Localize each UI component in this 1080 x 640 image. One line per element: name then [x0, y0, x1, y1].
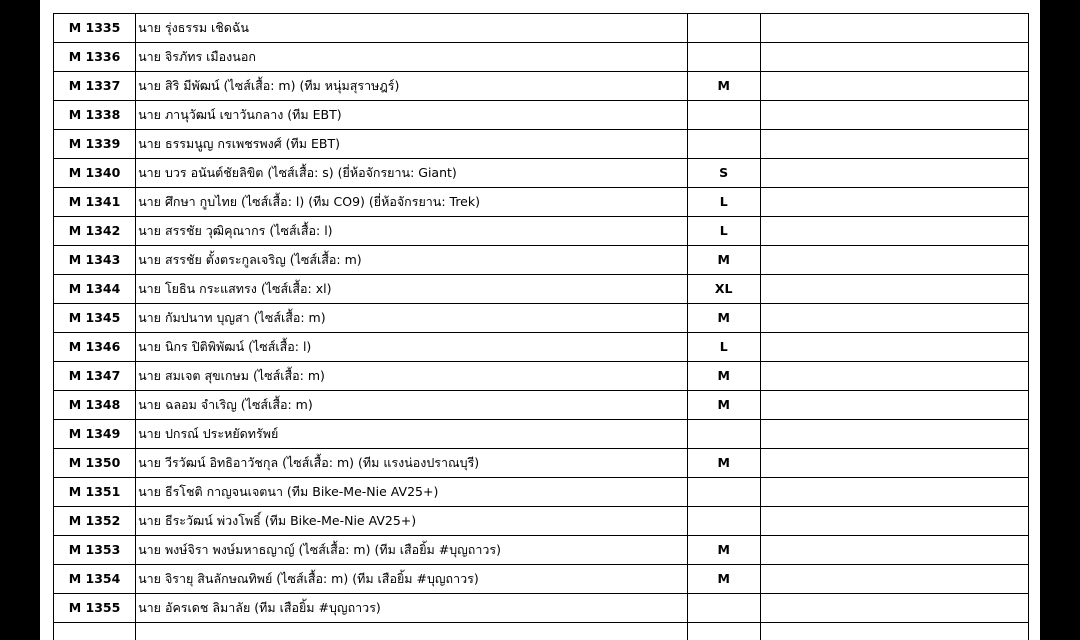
table-row [54, 130, 1029, 159]
bib-number-cell [54, 623, 136, 640]
document-page [40, 0, 1040, 640]
participant-name-cell: นาย กัมปนาท บุญสา (ไซส์เสื้อ: m) [136, 304, 688, 333]
empty-cell [760, 72, 1028, 101]
bib-number-cell: M 1344 [54, 275, 136, 304]
participant-name-cell: นาย จิรภัทร เมืองนอก [136, 43, 688, 72]
bib-number-cell: M 1351 [54, 478, 136, 507]
shirt-size-cell [687, 623, 760, 640]
shirt-size-cell: M [687, 246, 760, 275]
shirt-size-cell: L [687, 188, 760, 217]
participant-name-cell: นาย สรรชัย ตั้งตระกูลเจริญ (ไซส์เสื้อ: m) [136, 246, 688, 275]
shirt-size-cell [687, 43, 760, 72]
shirt-size-cell [687, 130, 760, 159]
bib-number-cell: M 1339 [54, 130, 136, 159]
participant-name-cell: นาย ปกรณ์ ประหยัดทรัพย์ [136, 420, 688, 449]
shirt-size-cell [687, 507, 760, 536]
table-row [54, 391, 1029, 420]
participant-name-cell: นาย ฉลอม จำเริญ (ไซส์เสื้อ: m) [136, 391, 688, 420]
empty-cell [760, 333, 1028, 362]
bib-number-cell: M 1353 [54, 536, 136, 565]
shirt-size-cell: XL [687, 275, 760, 304]
table-row [54, 623, 1029, 640]
empty-cell [760, 217, 1028, 246]
participant-name-cell: นาย รุ่งธรรม เชิดฉัน [136, 14, 688, 43]
bib-number-cell: M 1342 [54, 217, 136, 246]
table-row [54, 362, 1029, 391]
empty-cell [760, 362, 1028, 391]
shirt-size-cell: M [687, 72, 760, 101]
participant-name-cell: นาย จิรายุ สินลักษณทิพย์ (ไซส์เสื้อ: m) (ทีม เสือยิ้ม #บุญถาวร) [136, 565, 688, 594]
empty-cell [760, 478, 1028, 507]
bib-number-cell: M 1336 [54, 43, 136, 72]
table-row [54, 72, 1029, 101]
shirt-size-cell [687, 14, 760, 43]
bib-number-cell: M 1349 [54, 420, 136, 449]
participant-name-cell: นาย อัครเดช ลิมาลัย (ทีม เสือยิ้ม #บุญถาวร) [136, 594, 688, 623]
bib-number-cell: M 1337 [54, 72, 136, 101]
empty-cell [760, 159, 1028, 188]
participant-name-cell: นาย ธีระวัฒน์ พ่วงโพธิ์ (ทีม Bike-Me-Nie AV25+) [136, 507, 688, 536]
participant-name-cell: นาย โยธิน กระแสทรง (ไซส์เสื้อ: xl) [136, 275, 688, 304]
shirt-size-cell: L [687, 333, 760, 362]
table-row [54, 217, 1029, 246]
participant-name-cell: นาย ภานุวัฒน์ เขาวันกลาง (ทีม EBT) [136, 101, 688, 130]
bib-number-cell: M 1343 [54, 246, 136, 275]
shirt-size-cell: S [687, 159, 760, 188]
empty-cell [760, 536, 1028, 565]
empty-cell [760, 420, 1028, 449]
shirt-size-cell: M [687, 304, 760, 333]
empty-cell [760, 391, 1028, 420]
empty-cell [760, 304, 1028, 333]
shirt-size-cell [687, 594, 760, 623]
participant-name-cell: นาย สรรชัย วุฒิคุณากร (ไซส์เสื้อ: l) [136, 217, 688, 246]
empty-cell [760, 101, 1028, 130]
participant-table-body [54, 14, 1029, 640]
participant-name-cell: นาย สมเจต สุขเกษม (ไซส์เสื้อ: m) [136, 362, 688, 391]
table-row [54, 304, 1029, 333]
participant-name-cell: นาย พงษ์จิรา พงษ์มหาธญาญ์ (ไซส์เสื้อ: m) (ทีม เสือยิ้ม #บุญถาวร) [136, 536, 688, 565]
table-row [54, 565, 1029, 594]
shirt-size-cell: M [687, 362, 760, 391]
empty-cell [760, 507, 1028, 536]
table-row [54, 478, 1029, 507]
bib-number-cell: M 1345 [54, 304, 136, 333]
shirt-size-cell [687, 101, 760, 130]
bib-number-cell: M 1340 [54, 159, 136, 188]
empty-cell [760, 449, 1028, 478]
bib-number-cell: M 1347 [54, 362, 136, 391]
bib-number-cell: M 1355 [54, 594, 136, 623]
empty-cell [760, 188, 1028, 217]
table-row [54, 43, 1029, 72]
table-row [54, 507, 1029, 536]
empty-cell [760, 565, 1028, 594]
empty-cell [760, 130, 1028, 159]
table-row [54, 275, 1029, 304]
empty-cell [760, 14, 1028, 43]
empty-cell [760, 275, 1028, 304]
table-row [54, 14, 1029, 43]
bib-number-cell: M 1346 [54, 333, 136, 362]
table-row [54, 101, 1029, 130]
table-row [54, 188, 1029, 217]
shirt-size-cell: M [687, 391, 760, 420]
table-row [54, 159, 1029, 188]
bib-number-cell: M 1348 [54, 391, 136, 420]
bib-number-cell: M 1352 [54, 507, 136, 536]
table-row [54, 449, 1029, 478]
participant-name-cell [136, 623, 688, 640]
participant-name-cell: นาย บวร อนันต์ชัยลิขิต (ไซส์เสื้อ: s) (ยี่ห้อจักรยาน: Giant) [136, 159, 688, 188]
shirt-size-cell: M [687, 449, 760, 478]
participant-name-cell: นาย นิกร ปิติพิพัฒน์ (ไซส์เสื้อ: l) [136, 333, 688, 362]
table-row [54, 536, 1029, 565]
participant-table [53, 13, 1029, 640]
bib-number-cell: M 1354 [54, 565, 136, 594]
shirt-size-cell: M [687, 536, 760, 565]
shirt-size-cell [687, 478, 760, 507]
participant-name-cell: นาย ธรรมนูญ กรเพชรพงศ์ (ทีม EBT) [136, 130, 688, 159]
bib-number-cell: M 1341 [54, 188, 136, 217]
empty-cell [760, 623, 1028, 640]
bib-number-cell: M 1338 [54, 101, 136, 130]
table-row [54, 420, 1029, 449]
empty-cell [760, 246, 1028, 275]
participant-name-cell: นาย ธีรโชติ กาญจนเจตนา (ทีม Bike-Me-Nie AV25+) [136, 478, 688, 507]
bib-number-cell: M 1350 [54, 449, 136, 478]
table-row [54, 246, 1029, 275]
bib-number-cell: M 1335 [54, 14, 136, 43]
table-row [54, 594, 1029, 623]
participant-name-cell: นาย วีรวัฒน์ อิทธิอาวัชกุล (ไซส์เสื้อ: m) (ทีม แรงน่องปราณบุรี) [136, 449, 688, 478]
shirt-size-cell: M [687, 565, 760, 594]
table-row [54, 333, 1029, 362]
participant-name-cell: นาย สิริ มีพัฒน์ (ไซส์เสื้อ: m) (ทีม หนุ่มสุราษฎร์) [136, 72, 688, 101]
shirt-size-cell: L [687, 217, 760, 246]
empty-cell [760, 594, 1028, 623]
empty-cell [760, 43, 1028, 72]
participant-name-cell: นาย ศึกษา กูบไทย (ไซส์เสื้อ: l) (ทีม CO9) (ยี่ห้อจักรยาน: Trek) [136, 188, 688, 217]
shirt-size-cell [687, 420, 760, 449]
